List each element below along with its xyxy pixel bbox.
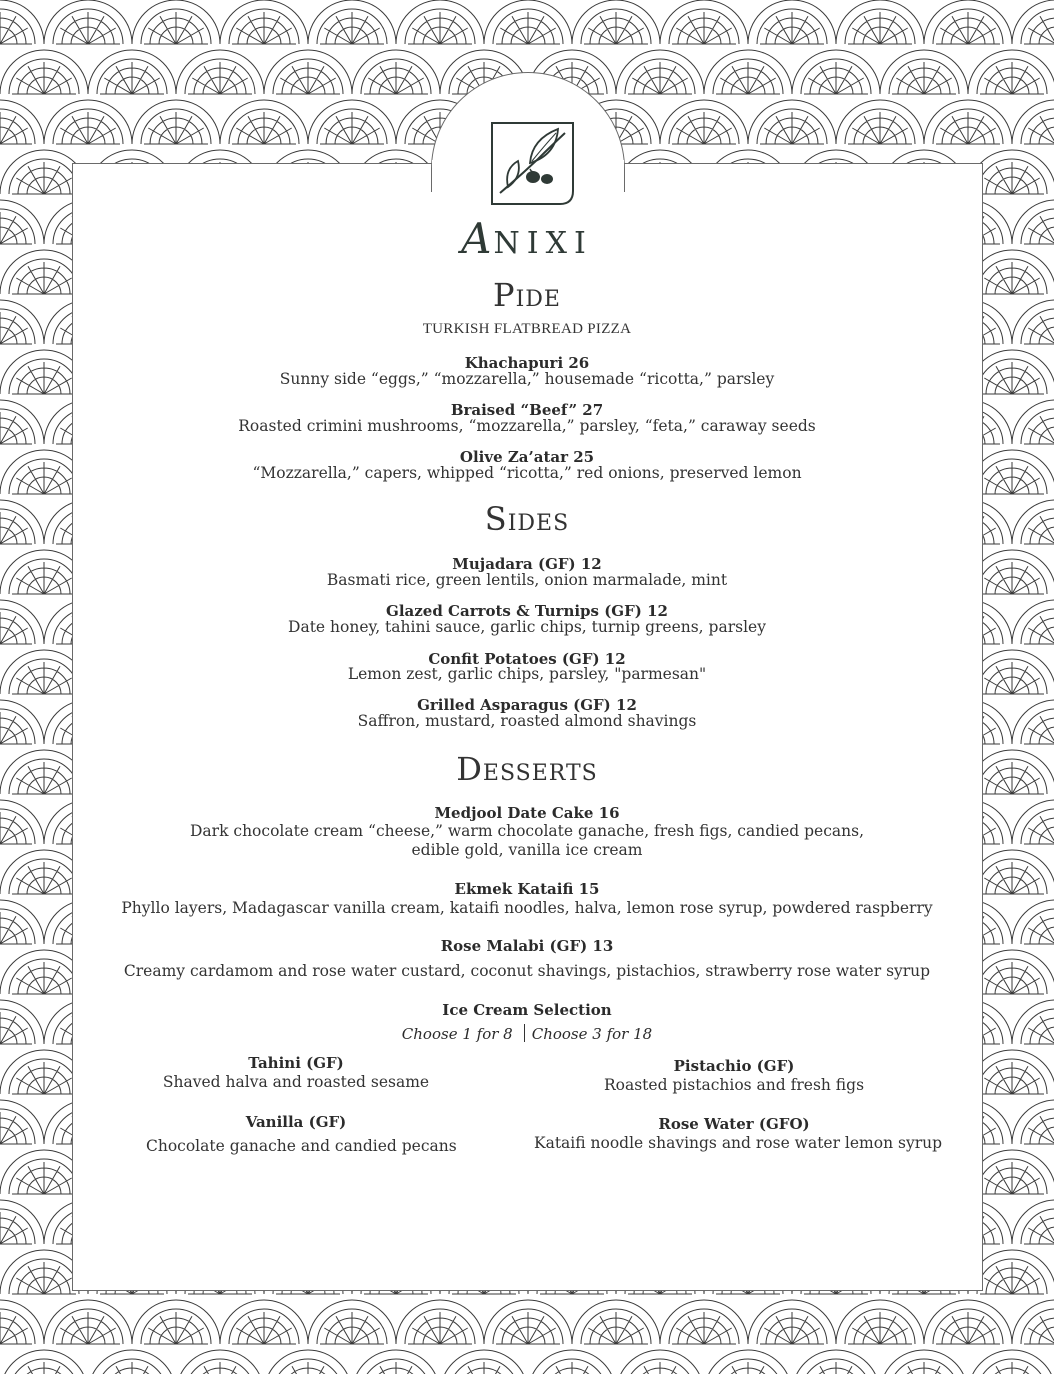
flavor-name: Vanilla (GF) xyxy=(245,1113,347,1131)
section-title-pide: PIDE xyxy=(493,276,561,314)
menu-item-name: Glazed Carrots & Turnips (GF) 12 xyxy=(386,602,668,620)
pricing-divider xyxy=(524,1024,525,1042)
menu-item-desc: Saffron, mustard, roasted almond shavings xyxy=(357,712,697,730)
flavor-desc: Kataifi noodle shavings and rose water lemon syrup xyxy=(534,1134,943,1152)
flavor-desc: Chocolate ganache and candied pecans xyxy=(146,1137,457,1155)
menu-item-name: Mujadara (GF) 12 xyxy=(452,555,602,573)
menu-item-desc: Phyllo layers, Madagascar vanilla cream, kataifi noodles, halva, lemon rose syrup, powdered raspberry xyxy=(121,899,933,917)
pricing-option-1: Choose 1 for 8 xyxy=(401,1025,513,1043)
menu-item-desc: Roasted crimini mushrooms, “mozzarella,” parsley, “feta,” caraway seeds xyxy=(238,417,816,435)
brand-name: ANIXI xyxy=(461,214,593,263)
menu-item-desc: Lemon zest, garlic chips, parsley, "parmesan" xyxy=(347,665,707,683)
section-subtitle-pide: TURKISH FLATBREAD PIZZA xyxy=(422,321,632,337)
flavor-desc: Shaved halva and roasted sesame xyxy=(162,1073,430,1091)
menu-item-name: Khachapuri 26 xyxy=(464,354,590,372)
menu-item-name: Braised “Beef” 27 xyxy=(450,401,604,419)
section-title-desserts: DESSERTS xyxy=(456,750,598,788)
menu-item-name: Ekmek Kataifi 15 xyxy=(454,880,600,898)
flavor-name: Tahini (GF) xyxy=(248,1054,344,1072)
menu-item-name: Grilled Asparagus (GF) 12 xyxy=(417,696,637,714)
menu-item-name: Medjool Date Cake 16 xyxy=(434,804,620,822)
menu-item-name: Confit Potatoes (GF) 12 xyxy=(428,650,626,668)
flavor-name: Pistachio (GF) xyxy=(673,1057,795,1075)
menu-item-desc: “Mozzarella,” capers, whipped “ricotta,” red onions, preserved lemon xyxy=(252,464,802,482)
menu-item-desc: edible gold, vanilla ice cream xyxy=(411,841,643,859)
menu-item-name: Rose Malabi (GF) 13 xyxy=(440,937,614,955)
ice-cream-title: Ice Cream Selection xyxy=(442,1001,612,1019)
menu-item-desc: Basmati rice, green lentils, onion marmalade, mint xyxy=(326,571,728,589)
menu-item-desc: Date honey, tahini sauce, garlic chips, turnip greens, parsley xyxy=(288,618,766,636)
olive-branch-logo-icon xyxy=(490,121,575,206)
menu-item-name: Olive Za’atar 25 xyxy=(459,448,595,466)
pricing-option-2: Choose 3 for 18 xyxy=(531,1025,653,1043)
menu-item-desc: Dark chocolate cream “cheese,” warm chocolate ganache, fresh figs, candied pecans, xyxy=(190,822,864,840)
ice-cream-pricing xyxy=(0,1024,1054,1043)
menu-item-desc: Creamy cardamom and rose water custard, coconut shavings, pistachios, strawberry rose water syrup xyxy=(123,962,931,980)
flavor-name: Rose Water (GFO) xyxy=(658,1115,810,1133)
menu-item-desc: Sunny side “eggs,” “mozzarella,” housemade “ricotta,” parsley xyxy=(279,370,775,388)
flavor-desc: Roasted pistachios and fresh figs xyxy=(603,1076,865,1094)
section-title-sides: SIDES xyxy=(484,500,570,538)
